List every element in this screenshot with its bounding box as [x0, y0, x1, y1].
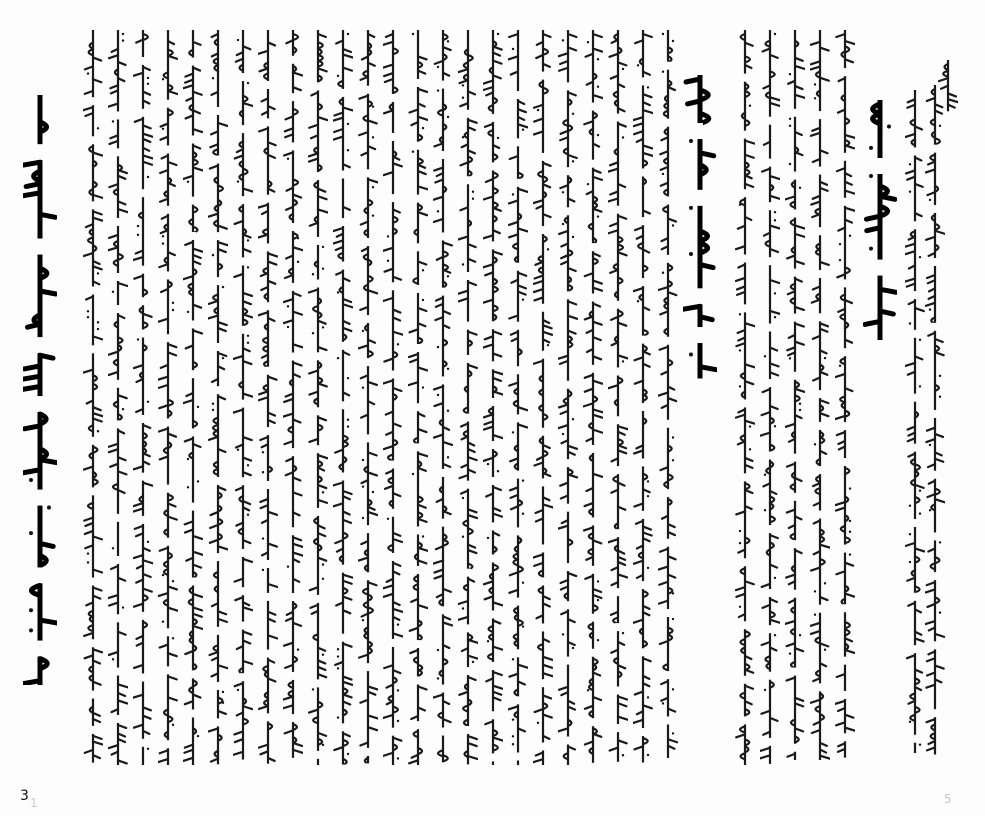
text-col-25	[233, 30, 253, 765]
text-col-1	[925, 85, 945, 755]
text-col-7	[735, 30, 755, 765]
page-number: 3	[20, 788, 29, 804]
text-col-15	[483, 30, 503, 765]
section-title	[863, 100, 897, 340]
text-col-21	[333, 30, 353, 765]
text-col-18	[408, 30, 428, 765]
text-col-14	[508, 30, 528, 765]
subtitle	[683, 75, 717, 380]
text-col-16	[458, 30, 478, 765]
faint-page-number-right: 5	[944, 792, 952, 806]
text-col-26	[208, 30, 228, 765]
text-col-4	[810, 30, 830, 760]
text-col-30	[108, 30, 128, 765]
text-col-10	[608, 30, 628, 765]
text-col-22	[308, 30, 328, 765]
text-col-8	[658, 30, 678, 765]
text-col-3	[835, 30, 855, 760]
text-col-9	[633, 30, 653, 765]
text-col-19	[383, 30, 403, 765]
text-col-2	[905, 90, 925, 755]
text-col-29	[133, 30, 153, 765]
text-col-11	[583, 30, 603, 765]
faint-page-number-left: 1	[30, 796, 38, 810]
text-col-23	[283, 30, 303, 765]
text-col-28	[158, 30, 178, 765]
text-col-20	[358, 30, 378, 765]
text-col-6	[760, 30, 780, 765]
text-col-17	[433, 30, 453, 765]
chapter-title	[23, 95, 57, 685]
text-col-24	[258, 30, 278, 765]
text-col-31	[83, 30, 103, 765]
text-col-13	[533, 30, 553, 765]
text-col-5	[785, 30, 805, 760]
text-col-12	[558, 30, 578, 765]
text-col-27	[183, 30, 203, 765]
